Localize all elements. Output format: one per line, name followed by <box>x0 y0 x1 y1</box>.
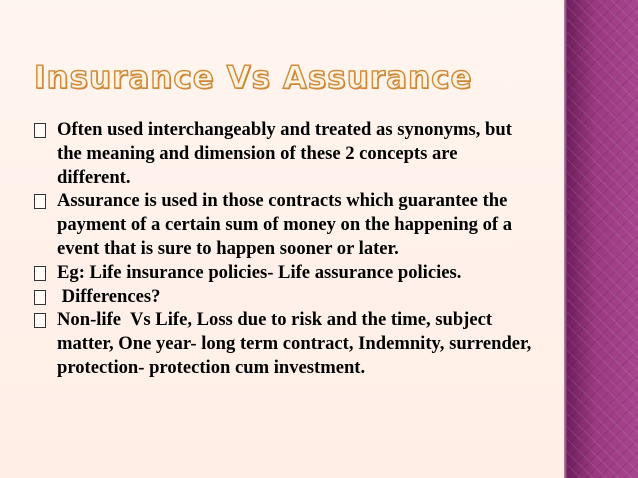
slide-title: Insurance Vs Assurance <box>34 60 473 96</box>
bullet-text: Eg: Life insurance policies- Life assurance policies. <box>57 261 462 283</box>
box-bullet-icon <box>34 266 46 281</box>
bullet-item <box>34 118 534 189</box>
box-bullet-icon <box>34 194 46 209</box>
bullet-item <box>34 285 534 309</box>
bullet-list <box>34 118 534 380</box>
box-bullet-icon <box>34 313 46 328</box>
bullet-item <box>34 189 534 260</box>
bullet-item <box>34 308 534 379</box>
decorative-side-panel <box>567 0 638 478</box>
box-bullet-icon <box>34 123 46 138</box>
bullet-text: Differences? <box>57 285 161 307</box>
bullet-text: Assurance is used in those contracts which guarantee the payment of a certain sum of money on the happening of a event that is sure to happen sooner or later. <box>57 190 513 259</box>
bullet-text: Often used interchangeably and treated as synonyms, but the meaning and dimension of these 2 concepts are different. <box>57 119 512 188</box>
bullet-item <box>34 261 534 285</box>
bullet-text: Non-life Vs Life, Loss due to risk and the time, subject matter, One year- long term contract, Indemnity, surrender, protection- protection cum investment. <box>57 309 536 378</box>
box-bullet-icon <box>34 290 46 305</box>
